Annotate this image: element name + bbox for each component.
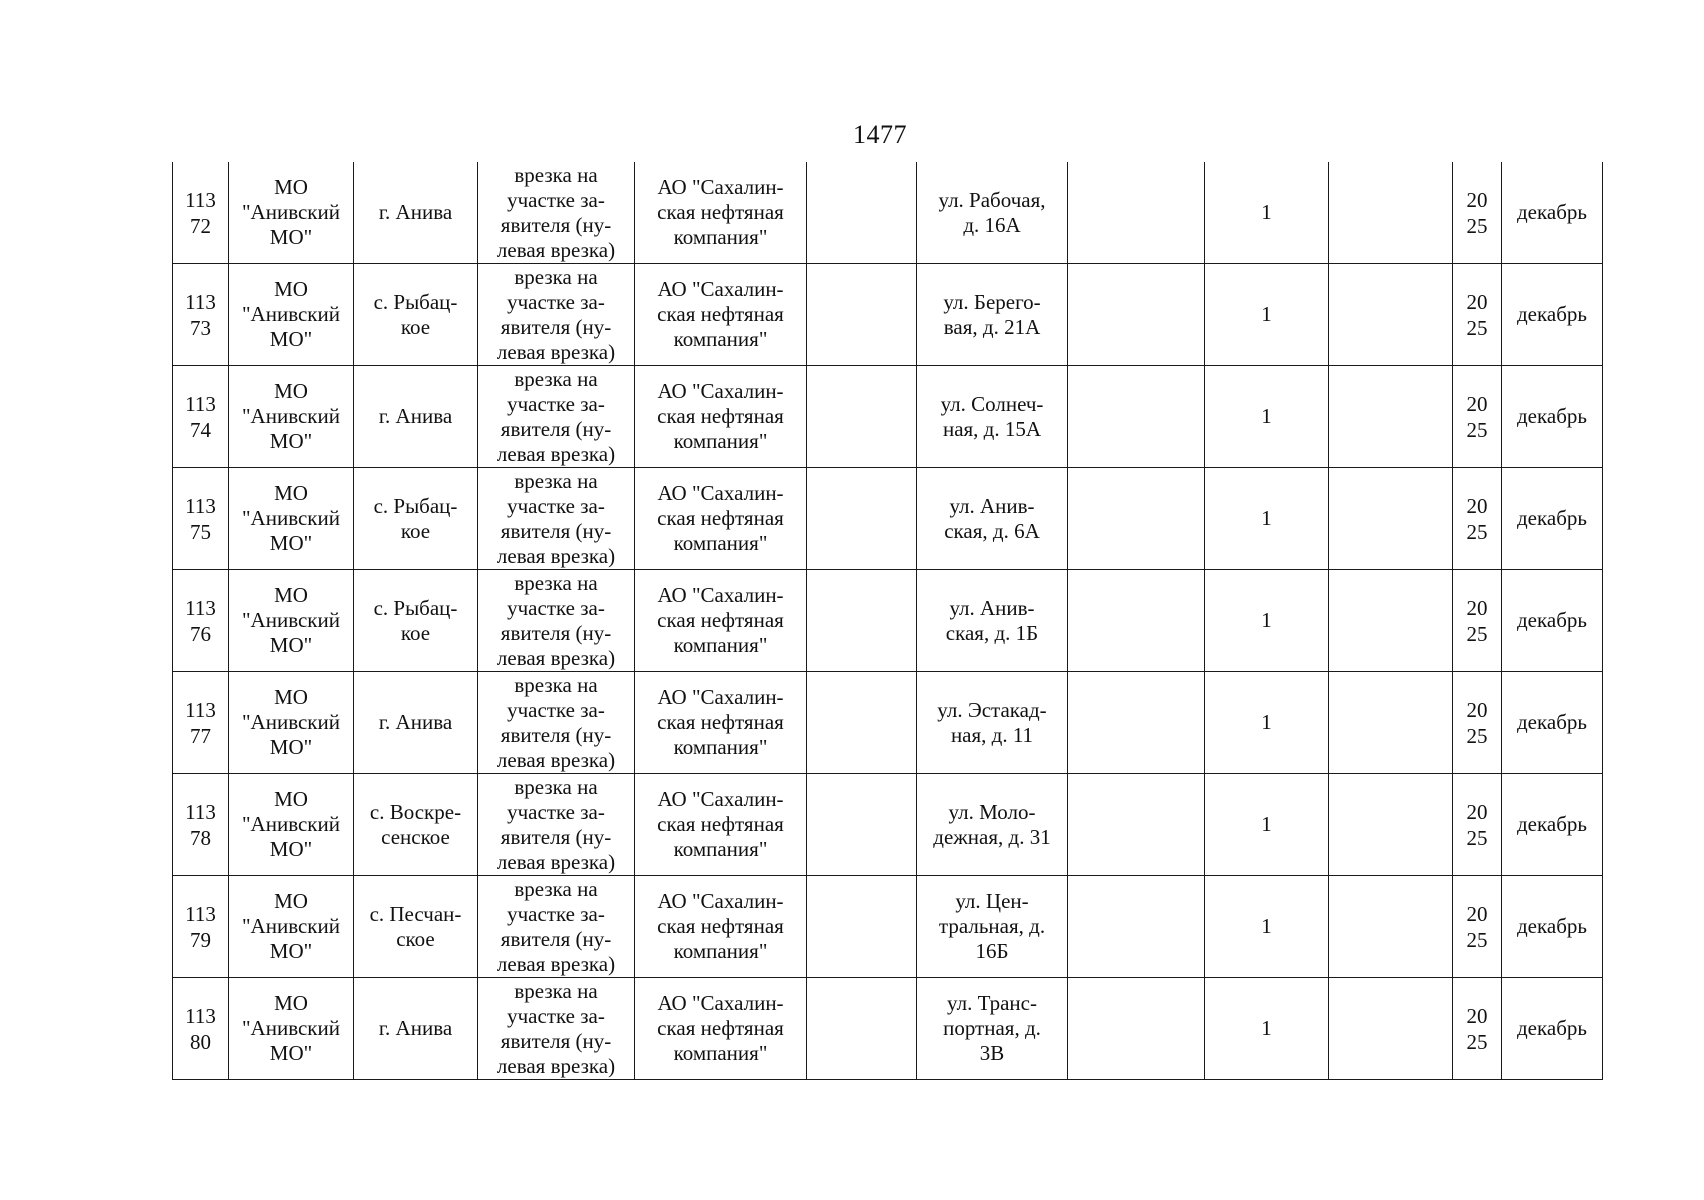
cell-year [1453, 264, 1502, 366]
cell-address-text: ул. Моло- дежная, д. 31 [933, 799, 1051, 849]
cell-empty [1068, 366, 1205, 468]
cell-work-type-text: врезка на участке за- явителя (ну- левая врезка) [496, 468, 616, 568]
cell-month-text: декабрь [1517, 608, 1587, 632]
table-row [173, 264, 1603, 366]
cell-organization [635, 162, 807, 264]
table-row [173, 366, 1603, 468]
cell-empty [1329, 366, 1453, 468]
cell-year-text: 20 25 [1466, 289, 1488, 340]
cell-municipality [229, 162, 354, 264]
cell-work-type [478, 366, 635, 468]
cell-organization-text: АО "Сахалин- ская нефтяная компания" [657, 481, 784, 555]
cell-organization [635, 570, 807, 672]
cell-organization [635, 978, 807, 1080]
cell-empty [1068, 774, 1205, 876]
cell-empty [1068, 468, 1205, 570]
cell-empty [1068, 570, 1205, 672]
cell-empty [807, 162, 917, 264]
cell-month-text: декабрь [1517, 914, 1587, 938]
cell-settlement [354, 570, 478, 672]
cell-municipality [229, 264, 354, 366]
cell-municipality-text: МО "Анивский МО" [241, 583, 340, 657]
cell-municipality [229, 366, 354, 468]
cell-year [1453, 162, 1502, 264]
cell-empty [1068, 672, 1205, 774]
cell-municipality [229, 468, 354, 570]
cell-year-text: 20 25 [1466, 493, 1488, 544]
cell-organization [635, 264, 807, 366]
cell-address-text: ул. Анив- ская, д. 6А [944, 493, 1040, 543]
cell-settlement [354, 468, 478, 570]
cell-empty [807, 876, 917, 978]
cell-settlement [354, 774, 478, 876]
cell-record-number [173, 162, 229, 264]
cell-empty [807, 774, 917, 876]
cell-organization-text: АО "Сахалин- ская нефтяная компания" [657, 685, 784, 759]
cell-organization [635, 366, 807, 468]
cell-count-text: 1 [1261, 200, 1272, 224]
cell-municipality [229, 978, 354, 1080]
cell-municipality-text: МО "Анивский МО" [241, 787, 340, 861]
cell-month-text: декабрь [1517, 812, 1587, 836]
cell-month [1502, 570, 1603, 672]
cell-settlement [354, 876, 478, 978]
cell-record-number-text: 113 79 [185, 901, 216, 952]
table-row [173, 978, 1603, 1080]
cell-empty [1329, 978, 1453, 1080]
cell-settlement [354, 672, 478, 774]
cell-municipality [229, 570, 354, 672]
cell-count [1205, 264, 1329, 366]
cell-record-number [173, 774, 229, 876]
cell-year [1453, 570, 1502, 672]
cell-municipality-text: МО "Анивский МО" [241, 991, 340, 1065]
cell-address [917, 876, 1068, 978]
cell-work-type [478, 570, 635, 672]
cell-settlement-text: г. Анива [378, 1016, 453, 1040]
table-row [173, 876, 1603, 978]
cell-settlement [354, 162, 478, 264]
cell-empty [807, 264, 917, 366]
cell-organization [635, 672, 807, 774]
cell-empty [807, 570, 917, 672]
cell-year-text: 20 25 [1466, 799, 1488, 850]
table-row [173, 774, 1603, 876]
cell-month-text: декабрь [1517, 200, 1587, 224]
cell-municipality [229, 672, 354, 774]
cell-record-number-text: 113 75 [185, 493, 216, 544]
cell-address [917, 774, 1068, 876]
cell-settlement-text: г. Анива [378, 710, 453, 734]
cell-year [1453, 774, 1502, 876]
cell-month [1502, 876, 1603, 978]
table-row [173, 570, 1603, 672]
cell-count-text: 1 [1261, 506, 1272, 530]
cell-municipality-text: МО "Анивский МО" [241, 277, 340, 351]
cell-municipality [229, 876, 354, 978]
cell-work-type-text: врезка на участке за- явителя (ну- левая врезка) [496, 570, 616, 670]
cell-settlement-text: с. Воскре- сенское [369, 799, 462, 849]
cell-empty [1329, 570, 1453, 672]
cell-record-number [173, 672, 229, 774]
cell-municipality-text: МО "Анивский МО" [241, 481, 340, 555]
cell-record-number-text: 113 72 [185, 187, 216, 238]
cell-month [1502, 978, 1603, 1080]
cell-organization [635, 774, 807, 876]
cell-work-type [478, 672, 635, 774]
cell-address [917, 468, 1068, 570]
cell-work-type-text: врезка на участке за- явителя (ну- левая врезка) [496, 162, 616, 262]
cell-record-number-text: 113 80 [185, 1003, 216, 1054]
cell-empty [807, 672, 917, 774]
cell-empty [1329, 672, 1453, 774]
cell-work-type-text: врезка на участке за- явителя (ну- левая врезка) [496, 978, 616, 1078]
cell-municipality [229, 774, 354, 876]
cell-settlement [354, 366, 478, 468]
cell-organization-text: АО "Сахалин- ская нефтяная компания" [657, 379, 784, 453]
cell-organization-text: АО "Сахалин- ская нефтяная компания" [657, 583, 784, 657]
table-row [173, 468, 1603, 570]
cell-organization-text: АО "Сахалин- ская нефтяная компания" [657, 991, 784, 1065]
cell-month [1502, 366, 1603, 468]
cell-record-number [173, 570, 229, 672]
cell-empty [1068, 978, 1205, 1080]
cell-month [1502, 264, 1603, 366]
cell-count [1205, 366, 1329, 468]
cell-count-text: 1 [1261, 608, 1272, 632]
cell-work-type-text: врезка на участке за- явителя (ну- левая врезка) [496, 366, 616, 466]
cell-empty [1068, 162, 1205, 264]
cell-year [1453, 978, 1502, 1080]
cell-address-text: ул. Анив- ская, д. 1Б [945, 595, 1039, 645]
cell-count-text: 1 [1261, 812, 1272, 836]
register-table [172, 162, 1603, 1080]
cell-count [1205, 672, 1329, 774]
cell-month-text: декабрь [1517, 710, 1587, 734]
cell-settlement [354, 264, 478, 366]
cell-count [1205, 978, 1329, 1080]
cell-settlement [354, 978, 478, 1080]
cell-count [1205, 162, 1329, 264]
cell-settlement-text: с. Рыбац- кое [373, 289, 458, 339]
cell-organization [635, 876, 807, 978]
cell-address [917, 264, 1068, 366]
cell-address-text: ул. Эстакад- ная, д. 11 [937, 697, 1047, 747]
cell-count-text: 1 [1261, 1016, 1272, 1040]
cell-address [917, 366, 1068, 468]
cell-municipality-text: МО "Анивский МО" [241, 379, 340, 453]
cell-address-text: ул. Рабочая, д. 16А [938, 187, 1046, 237]
cell-empty [1329, 468, 1453, 570]
cell-year-text: 20 25 [1466, 1003, 1488, 1054]
cell-year-text: 20 25 [1466, 391, 1488, 442]
cell-count-text: 1 [1261, 404, 1272, 428]
cell-organization-text: АО "Сахалин- ская нефтяная компания" [657, 277, 784, 351]
cell-organization-text: АО "Сахалин- ская нефтяная компания" [657, 787, 784, 861]
page-number: 1477 [853, 120, 907, 149]
cell-record-number [173, 264, 229, 366]
cell-empty [1068, 264, 1205, 366]
cell-settlement-text: г. Анива [378, 200, 453, 224]
cell-empty [807, 366, 917, 468]
cell-record-number-text: 113 78 [185, 799, 216, 850]
cell-record-number-text: 113 76 [185, 595, 216, 646]
cell-work-type [478, 774, 635, 876]
cell-settlement-text: с. Рыбац- кое [373, 595, 458, 645]
cell-address-text: ул. Цен- тральная, д. 16Б [938, 889, 1046, 963]
cell-municipality-text: МО "Анивский МО" [241, 889, 340, 963]
cell-organization-text: АО "Сахалин- ская нефтяная компания" [657, 889, 784, 963]
cell-record-number [173, 978, 229, 1080]
cell-count [1205, 468, 1329, 570]
cell-work-type [478, 162, 635, 264]
cell-address [917, 162, 1068, 264]
cell-empty [807, 978, 917, 1080]
cell-address-text: ул. Берего- вая, д. 21А [943, 289, 1041, 339]
cell-empty [1329, 876, 1453, 978]
cell-settlement-text: с. Рыбац- кое [373, 493, 458, 543]
cell-month [1502, 672, 1603, 774]
cell-year-text: 20 25 [1466, 595, 1488, 646]
cell-record-number [173, 876, 229, 978]
cell-empty [1329, 264, 1453, 366]
cell-count [1205, 876, 1329, 978]
cell-month-text: декабрь [1517, 1016, 1587, 1040]
cell-work-type [478, 978, 635, 1080]
cell-address-text: ул. Солнеч- ная, д. 15А [940, 391, 1044, 441]
cell-month-text: декабрь [1517, 404, 1587, 428]
cell-count-text: 1 [1261, 710, 1272, 734]
cell-year [1453, 876, 1502, 978]
cell-year-text: 20 25 [1466, 697, 1488, 748]
cell-municipality-text: МО "Анивский МО" [241, 175, 340, 249]
cell-month [1502, 162, 1603, 264]
cell-settlement-text: г. Анива [378, 404, 453, 428]
cell-address [917, 672, 1068, 774]
cell-count [1205, 570, 1329, 672]
table-row [173, 162, 1603, 264]
cell-work-type [478, 876, 635, 978]
cell-address-text: ул. Транс- портная, д. 3В [943, 991, 1041, 1065]
cell-work-type [478, 264, 635, 366]
cell-year-text: 20 25 [1466, 187, 1488, 238]
cell-municipality-text: МО "Анивский МО" [241, 685, 340, 759]
cell-count [1205, 774, 1329, 876]
cell-record-number [173, 468, 229, 570]
cell-empty [807, 468, 917, 570]
cell-month-text: декабрь [1517, 506, 1587, 530]
cell-empty [1329, 774, 1453, 876]
cell-record-number-text: 113 73 [185, 289, 216, 340]
cell-record-number-text: 113 77 [185, 697, 216, 748]
cell-count-text: 1 [1261, 302, 1272, 326]
cell-empty [1068, 876, 1205, 978]
cell-work-type-text: врезка на участке за- явителя (ну- левая врезка) [496, 264, 616, 364]
cell-count-text: 1 [1261, 914, 1272, 938]
cell-work-type [478, 468, 635, 570]
table-body [173, 162, 1603, 1080]
cell-address [917, 978, 1068, 1080]
cell-settlement-text: с. Песчан- ское [369, 901, 462, 951]
cell-organization [635, 468, 807, 570]
cell-year-text: 20 25 [1466, 901, 1488, 952]
cell-month [1502, 774, 1603, 876]
table-row [173, 672, 1603, 774]
cell-month-text: декабрь [1517, 302, 1587, 326]
cell-year [1453, 366, 1502, 468]
cell-address [917, 570, 1068, 672]
cell-year [1453, 468, 1502, 570]
cell-record-number-text: 113 74 [185, 391, 216, 442]
cell-organization-text: АО "Сахалин- ская нефтяная компания" [657, 175, 784, 249]
cell-work-type-text: врезка на участке за- явителя (ну- левая врезка) [496, 876, 616, 976]
cell-record-number [173, 366, 229, 468]
cell-empty [1329, 162, 1453, 264]
cell-work-type-text: врезка на участке за- явителя (ну- левая врезка) [496, 672, 616, 772]
cell-month [1502, 468, 1603, 570]
cell-work-type-text: врезка на участке за- явителя (ну- левая врезка) [496, 774, 616, 874]
cell-year [1453, 672, 1502, 774]
